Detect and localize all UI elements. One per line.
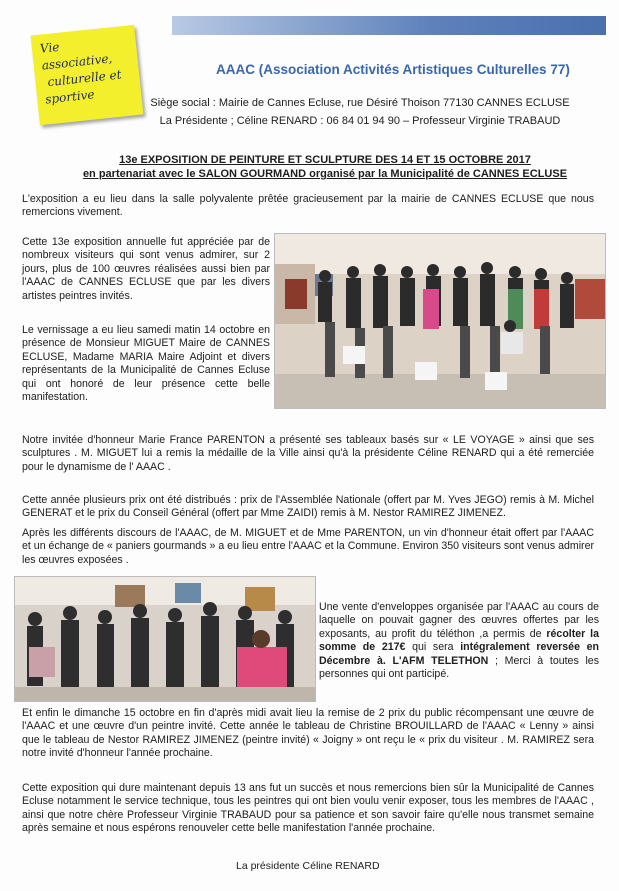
paragraph-3: Le vernissage a eu lieu samedi matin 14 octobre en présence de Monsieur MIGUET Maire de CANNES ECLUSE, Madame MARIA Maire Adjoint et divers représentants de la Municipalité de Cannes Ecluse qui ont honoré de leur présence cette belle manifestation. — [22, 324, 270, 404]
group-photo-image — [275, 234, 605, 408]
signature: La présidente Céline RENARD — [236, 860, 380, 872]
org-title: AAAC (Association Activités Artistiques Culturelles 77) — [216, 62, 570, 77]
paragraph-1: L'exposition a eu lieu dans la salle polyvalente prêtée gracieusement par la mairie de CANNES ECLUSE que nous remercions vivement. — [22, 193, 594, 219]
sticky-note — [31, 25, 144, 125]
paragraph-2: Cette 13e exposition annuelle fut appréciée par de nombreux visiteurs qui sont venus admirer, sur 2 jours, plus de 100 œuvres réalisées aussi bien par l'AAAC de CANNES ECLUSE que par les divers artistes peintres invités. — [22, 236, 270, 302]
paragraph-5: Cette année plusieurs prix ont été distribués : prix de l'Assemblée Nationale (offert par M. Yves JEGO) remis à M. Michel GENERAT et le prix du Conseil Général (offert par Mme ZAIDI) remis à M. Nestor RAMIREZ JIMENEZ. — [22, 494, 594, 520]
paragraph-9: Cette exposition qui dure maintenant depuis 13 ans fut un succès et nous remercions bien sûr la Municipalité de Cannes Ecluse notamment le service technique, tous les peintres qui ont bien voulu venir exposer, tous les membres de l'AAAC , ainsi que notre chère Professeur Virginie TRABAUD pour sa patience et son savoir faire qu'elle nous transmet semaine après semaine et nous espérons renouveler cette belle manifestation l'année prochaine. — [22, 782, 594, 835]
exhibition-subtitle: en partenariat avec le SALON GOURMAND organisé par la Municipalité de CANNES ECLUSE — [82, 168, 568, 180]
crowd-photo-image — [15, 577, 315, 701]
sticky-line-3: sportive — [44, 87, 96, 107]
telethon-text-3: ; Merci à toutes les personnes qui ont participé. — [319, 654, 599, 681]
sticky-line-2: culturelle et — [46, 67, 123, 90]
paragraph-4: Notre invitée d'honneur Marie France PARENTON a présenté ses tableaux basés sur « LE VOYAGE » ainsi que ses sculptures . M. MIGUET lui a remis la médaille de la Ville ainsi qu'à la présidente Céline RENARD qui a été remerciée pour le dynamisme de l' AAAC . — [22, 434, 594, 473]
telethon-text-2: qui sera — [405, 641, 461, 654]
paragraph-6: Après les différents discours de l'AAAC, de M. MIGUET et de Mme PARENTON, un vin d'honneur était offert par l'AAAC et un échange de « paniers gourmands » a eu lieu entre l'AAAC et la Commune. Environ 350 visiteurs sont venus admirer les œuvres exposées . — [22, 527, 594, 566]
paragraph-7 — [319, 601, 599, 681]
presidente-contact: La Présidente ; Céline RENARD : 06 84 01 94 90 – Professeur Virginie TRABAUD — [159, 115, 561, 127]
sticky-line-1: Vie associative, — [39, 39, 113, 73]
exhibition-title: 13e EXPOSITION DE PEINTURE ET SCULPTURE DES 14 ET 15 OCTOBRE 2017 — [119, 154, 531, 166]
telethon-amount: récolter la somme de 217€ — [319, 627, 599, 654]
header-banner-bar — [172, 16, 606, 35]
siege-social: Siège social : Mairie de Cannes Ecluse, rue Désiré Thoison 77130 CANNES ECLUSE — [150, 97, 570, 109]
telethon-reversal: intégralement reversée en Décembre à. L'AFM TELETHON — [319, 641, 600, 667]
paragraph-8: Et enfin le dimanche 15 octobre en fin d'après midi avait lieu la remise de 2 prix du public récompensant une œuvre de l'AAAC et une œuvre d'un peintre invité. Cette année le tableau de Christine BROUILLARD de l'AAAC « Lenny » ainsi que le tableau de Nestor RAMIREZ JIMENEZ (peintre invité) « Joigny » ont reçu le « prix du visiteur . M. RAMIREZ sera notre invité d'honneur l'année prochaine. — [22, 707, 594, 760]
crowd-photo — [14, 576, 316, 702]
group-photo — [274, 233, 606, 409]
telethon-text-1: Une vente d'enveloppes organisée par l'AAAC au cours de laquelle on pouvait gagner des œuvres offertes par les exposants, au profit du téléthon ,a permis de — [319, 601, 599, 640]
